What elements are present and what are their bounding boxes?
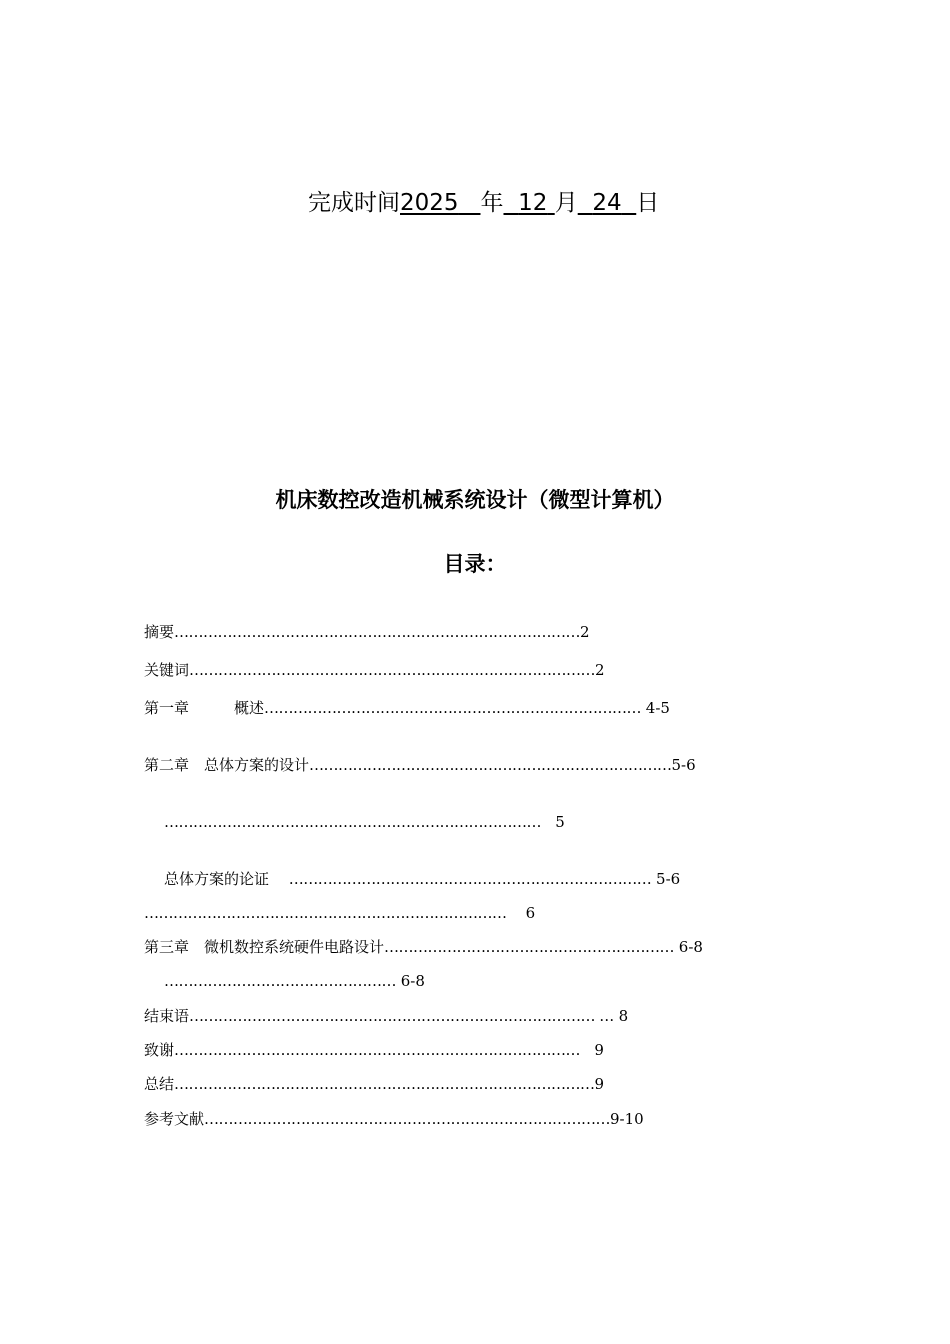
toc-entry-scheme-argument[interactable]: 总体方案的论证 ………………………………………………………………… 5-6 — [164, 870, 681, 888]
toc-entry-chapter-1[interactable]: 第一章 概述…………………………………………………………………… 4-5 — [144, 699, 670, 717]
document-title: 机床数控改造机械系统设计（微型计算机） — [275, 488, 675, 512]
toc-heading: 目录： — [443, 552, 507, 576]
toc-entry-abstract[interactable]: 摘要…………………………………………………………………………2 — [144, 623, 590, 641]
toc-entry-references[interactable]: 参考文献…………………………………………………………………………9-10 — [144, 1110, 644, 1128]
month-value: 12 — [518, 190, 548, 216]
toc-entry-chapter-2[interactable]: 第二章 总体方案的设计…………………………………………………………………5-6 — [144, 756, 696, 774]
day-unit: 日 — [636, 190, 660, 216]
month-unit: 月 — [554, 190, 578, 216]
completion-date-line — [308, 184, 659, 217]
toc-entry-conclusion[interactable]: 结束语………………………………………………………………………… … 8 — [144, 1007, 629, 1025]
toc-entry-keywords[interactable]: 关键词…………………………………………………………………………2 — [144, 661, 605, 679]
toc-entry-sub-1[interactable]: …………………………………………………………………… 5 — [164, 813, 565, 831]
toc-entry-sub-2[interactable]: ………………………………………………………………… 6 — [144, 904, 536, 922]
toc-entry-summary[interactable]: 总结……………………………………………………………………………9 — [144, 1075, 605, 1093]
toc-entry-sub-3[interactable]: ………………………………………… 6-8 — [164, 972, 425, 990]
day-value: 24 — [592, 190, 622, 216]
toc-entry-chapter-3[interactable]: 第三章 微机数控系统硬件电路设计…………………………………………………… 6-8 — [144, 938, 703, 956]
toc-entry-acknowledgements[interactable]: 致谢………………………………………………………………………… 9 — [144, 1041, 604, 1059]
year-value: 2025 — [400, 190, 459, 216]
date-label: 完成时间 — [308, 190, 400, 216]
year-unit: 年 — [480, 190, 504, 216]
